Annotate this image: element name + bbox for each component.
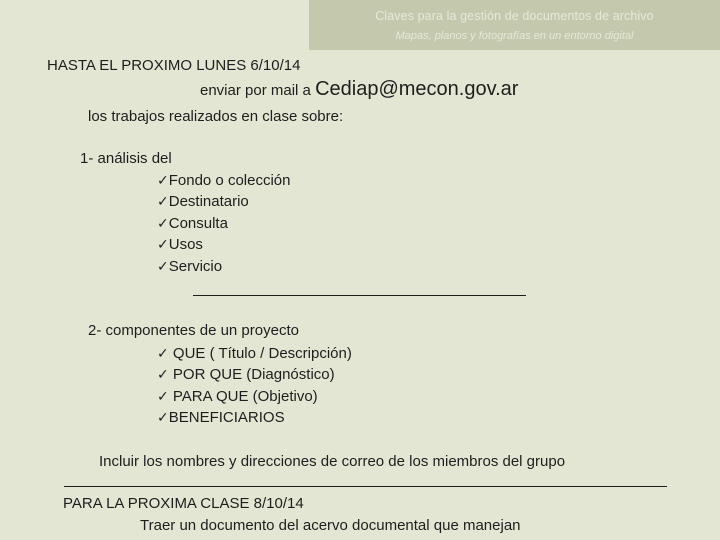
checkmark-icon: ✓ [157, 367, 169, 383]
checkmark-icon: ✓ [157, 216, 169, 232]
section1-item: ✓Servicio [157, 258, 223, 275]
header-banner [309, 0, 720, 50]
section2-title: 2- componentes de un proyecto [88, 322, 299, 339]
section2-item: ✓ POR QUE (Diagnóstico) [157, 366, 335, 383]
divider [193, 295, 526, 296]
checkmark-icon: ✓ [157, 173, 169, 189]
deadline-heading: HASTA EL PROXIMO LUNES 6/10/14 [47, 57, 301, 74]
checkmark-icon: ✓ [157, 346, 169, 362]
section1-item: ✓Usos [157, 236, 203, 253]
checkmark-icon: ✓ [157, 237, 169, 253]
works-intro: los trabajos realizados en clase sobre: [88, 108, 344, 125]
send-prefix: enviar por mail a [200, 82, 311, 99]
banner-subtitle: Mapas, planos y fotografías en un entorno digital [395, 30, 634, 42]
banner-title: Claves para la gestión de documentos de archivo [375, 9, 654, 23]
checkmark-icon: ✓ [157, 259, 169, 275]
send-instruction [200, 78, 518, 101]
email-address[interactable]: Cediap@mecon.gov.ar [315, 78, 519, 100]
checkmark-icon: ✓ [157, 410, 169, 426]
section1-item: ✓Destinatario [157, 193, 249, 210]
section1-item: ✓Consulta [157, 215, 228, 232]
bring-note: Traer un documento del acervo documental que manejan [140, 517, 521, 534]
section2-item: ✓BENEFICIARIOS [157, 409, 285, 426]
section2-item: ✓ PARA QUE (Objetivo) [157, 388, 318, 405]
next-class-heading: PARA LA PROXIMA CLASE 8/10/14 [63, 495, 304, 512]
divider [64, 486, 667, 487]
section2-item: ✓ QUE ( Título / Descripción) [157, 345, 352, 362]
include-note: Incluir los nombres y direcciones de correo de los miembros del grupo [99, 453, 566, 470]
section1-title: 1- análisis del [80, 150, 172, 167]
checkmark-icon: ✓ [157, 389, 169, 405]
checkmark-icon: ✓ [157, 194, 169, 210]
section1-item: ✓Fondo o colección [157, 172, 291, 189]
